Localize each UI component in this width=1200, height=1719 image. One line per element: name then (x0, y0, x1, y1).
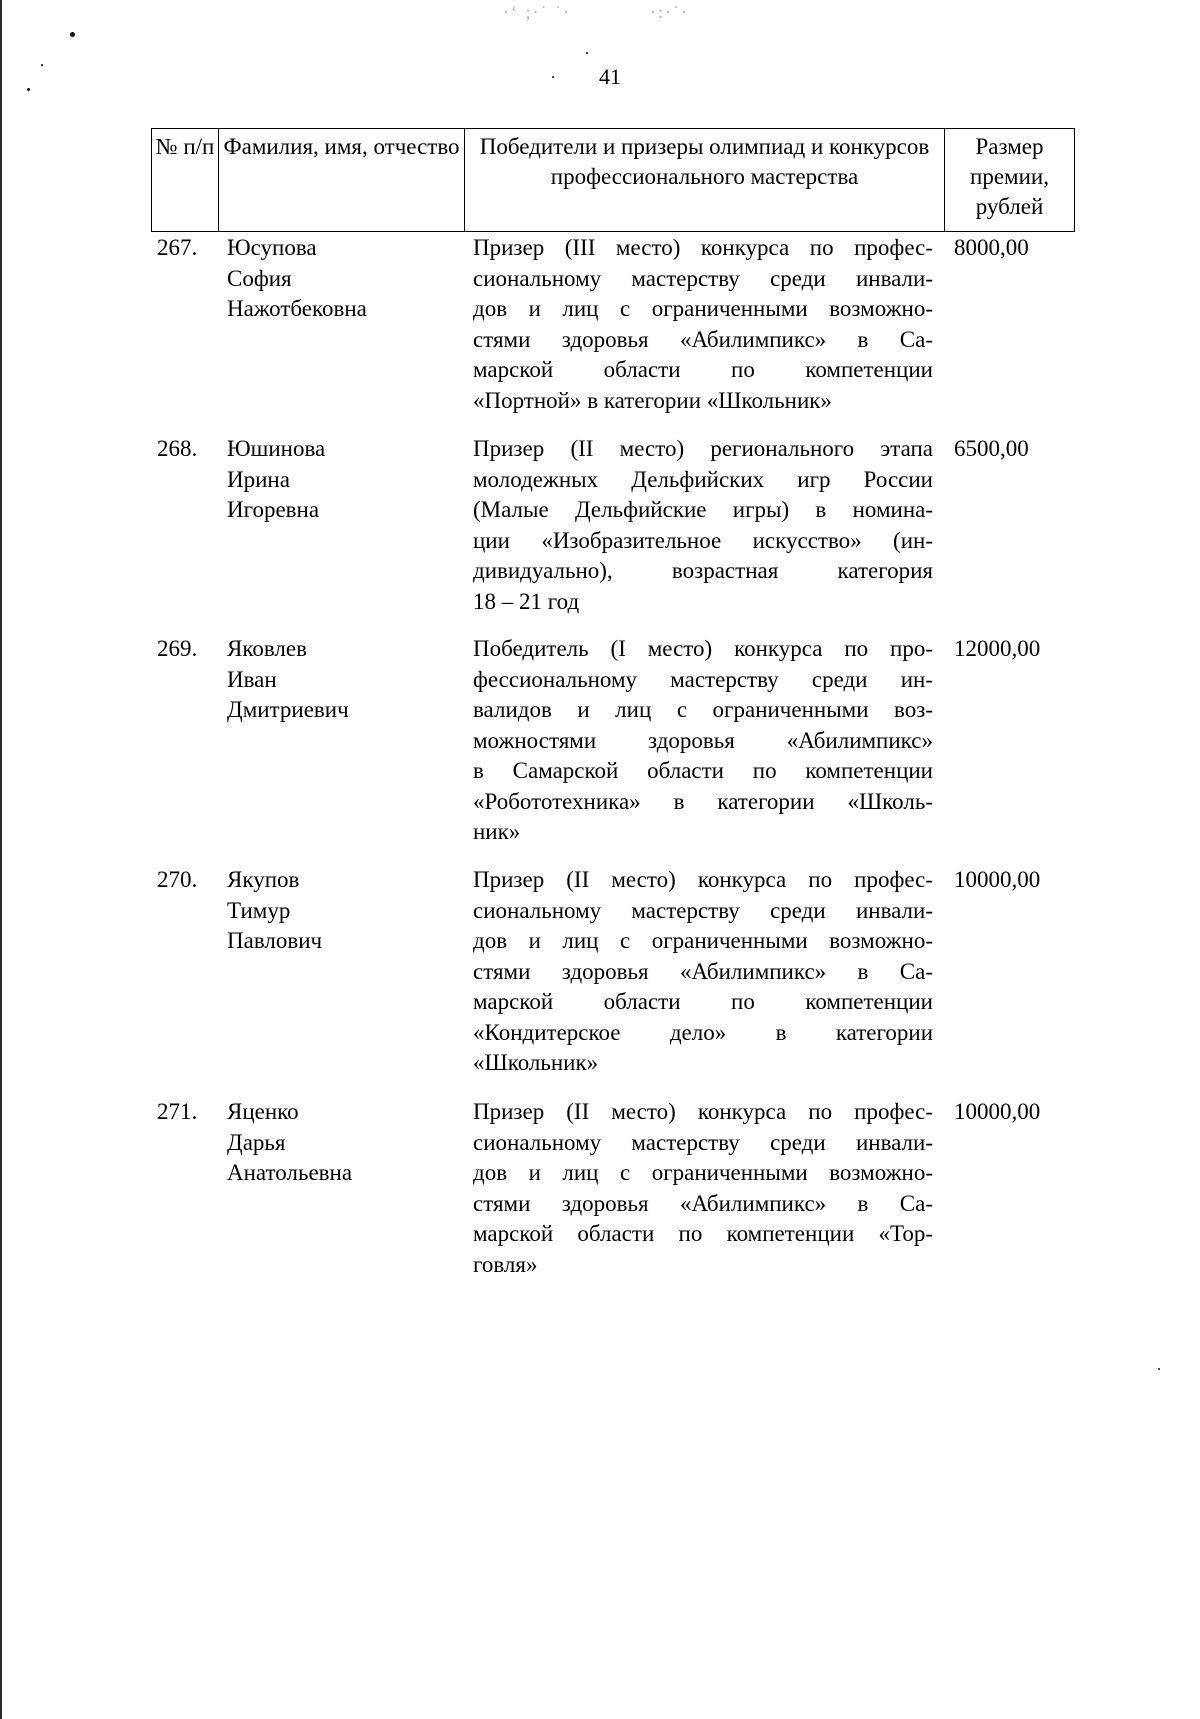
surname: Яковлев (227, 636, 307, 661)
achievement-line: «Школьник» (473, 1050, 599, 1075)
achievement-line: фессиональному мастерству среди ин- (473, 666, 933, 692)
achievement-line: Призер (II место) конкурса по профес- (473, 867, 933, 892)
surname: Юсупова (227, 235, 317, 260)
row-prize-amount: 8000,00 (954, 235, 1029, 260)
achievement-line: стями здоровья «Абилимпикс» в Са- (473, 958, 933, 984)
achievement-line: ции «Изобразительное искусство» (ин- (473, 527, 933, 553)
surname: Якупов (227, 867, 300, 892)
row-number: 267. (157, 235, 198, 260)
first-name: Иван (227, 666, 277, 692)
row-number: 270. (157, 867, 198, 892)
row-full-name (227, 233, 457, 325)
first-name: София (227, 265, 292, 291)
achievement-line: дов и лиц с ограниченными возможно- (473, 296, 933, 321)
scan-left-edge (0, 0, 2, 1719)
header-prize-amount: Размер премии, рублей (970, 134, 1049, 219)
achievement-line: «Портной» в категории «Школьник» (473, 387, 832, 413)
achievement-line: Призер (II место) конкурса по профес- (473, 1099, 933, 1124)
scan-artifact-text: ·:·˙· (650, 2, 689, 22)
achievement-line: (Малые Дельфийские игры) в номина- (473, 497, 933, 522)
row-prize-amount: 10000,00 (954, 1099, 1041, 1124)
achievement-line: можностями здоровья «Абилимпикс» (473, 727, 933, 753)
achievement-line: стями здоровья «Абилимпикс» в Са- (473, 1190, 933, 1216)
scan-speck (70, 32, 75, 37)
header-number: № п/п (152, 129, 219, 231)
header-achievement: Победители и призеры олимпиад и конкурсов профессионального мастерства (465, 129, 945, 231)
achievement-line: Призер (III место) конкурса по профес- (473, 235, 933, 260)
achievement-line: 18 – 21 год (473, 588, 580, 614)
achievement-line: дов и лиц с ограниченными возможно- (473, 1160, 933, 1185)
scan-speck (1158, 1368, 1160, 1370)
achievement-line: стями здоровья «Абилимпикс» в Са- (473, 326, 933, 352)
row-full-name (227, 1097, 457, 1189)
row-achievement (473, 634, 933, 848)
first-name: Тимур (227, 897, 291, 923)
scan-speck (586, 52, 588, 54)
header-full-name: Фамилия, имя, отчество (219, 129, 465, 231)
surname: Юшинова (227, 436, 326, 461)
achievement-line: марской области по компетенции (473, 357, 933, 382)
row-number: 269. (157, 636, 198, 661)
achievement-line: ник» (473, 819, 521, 844)
row-achievement (473, 233, 933, 416)
achievement-line: марской области по компетенции «Тор- (473, 1221, 933, 1246)
row-number: 271. (157, 1099, 198, 1124)
row-full-name (227, 865, 457, 957)
achievement-line: валидов и лиц с ограниченными воз- (473, 697, 933, 722)
achievement-line: марской области по компетенции (473, 989, 933, 1014)
patronymic: Анатольевна (227, 1160, 353, 1185)
achievement-line: дов и лиц с ограниченными возможно- (473, 928, 933, 953)
scan-artifact-text: ·‘ ;·˙ ˙· (503, 2, 571, 22)
achievement-line: сиональному мастерству среди инвали- (473, 1129, 933, 1155)
achievement-line: «Кондитерское дело» в категории (473, 1019, 933, 1045)
patronymic: Нажотбековна (227, 296, 367, 321)
row-prize-amount: 12000,00 (954, 636, 1041, 661)
achievement-line: «Робототехника» в категории «Школь- (473, 788, 933, 814)
achievement-line: дивидуально), возрастная категория (473, 558, 933, 583)
row-full-name (227, 434, 457, 526)
row-full-name (227, 634, 457, 726)
row-prize-amount: 10000,00 (954, 867, 1041, 892)
row-number: 268. (157, 436, 198, 461)
row-achievement (473, 1097, 933, 1280)
achievement-line: сиональному мастерству среди инвали- (473, 265, 933, 291)
achievement-line: Призер (II место) регионального этапа (473, 436, 933, 461)
achievement-line: Победитель (I место) конкурса по про- (473, 636, 933, 661)
achievement-line: сиональному мастерству среди инвали- (473, 897, 933, 923)
table-header (151, 128, 1075, 232)
achievement-line: говля» (473, 1251, 538, 1277)
row-prize-amount: 6500,00 (954, 436, 1029, 461)
patronymic: Павлович (227, 928, 323, 953)
patronymic: Дмитриевич (227, 697, 349, 722)
achievement-line: молодежных Дельфийских игр России (473, 466, 933, 492)
page-number: 41 (599, 64, 621, 89)
surname: Яценко (227, 1099, 299, 1124)
patronymic: Игоревна (227, 497, 320, 522)
first-name: Ирина (227, 466, 290, 492)
first-name: Дарья (227, 1129, 286, 1155)
row-achievement (473, 865, 933, 1079)
row-achievement (473, 434, 933, 617)
achievement-line: в Самарской области по компетенции (473, 758, 933, 783)
